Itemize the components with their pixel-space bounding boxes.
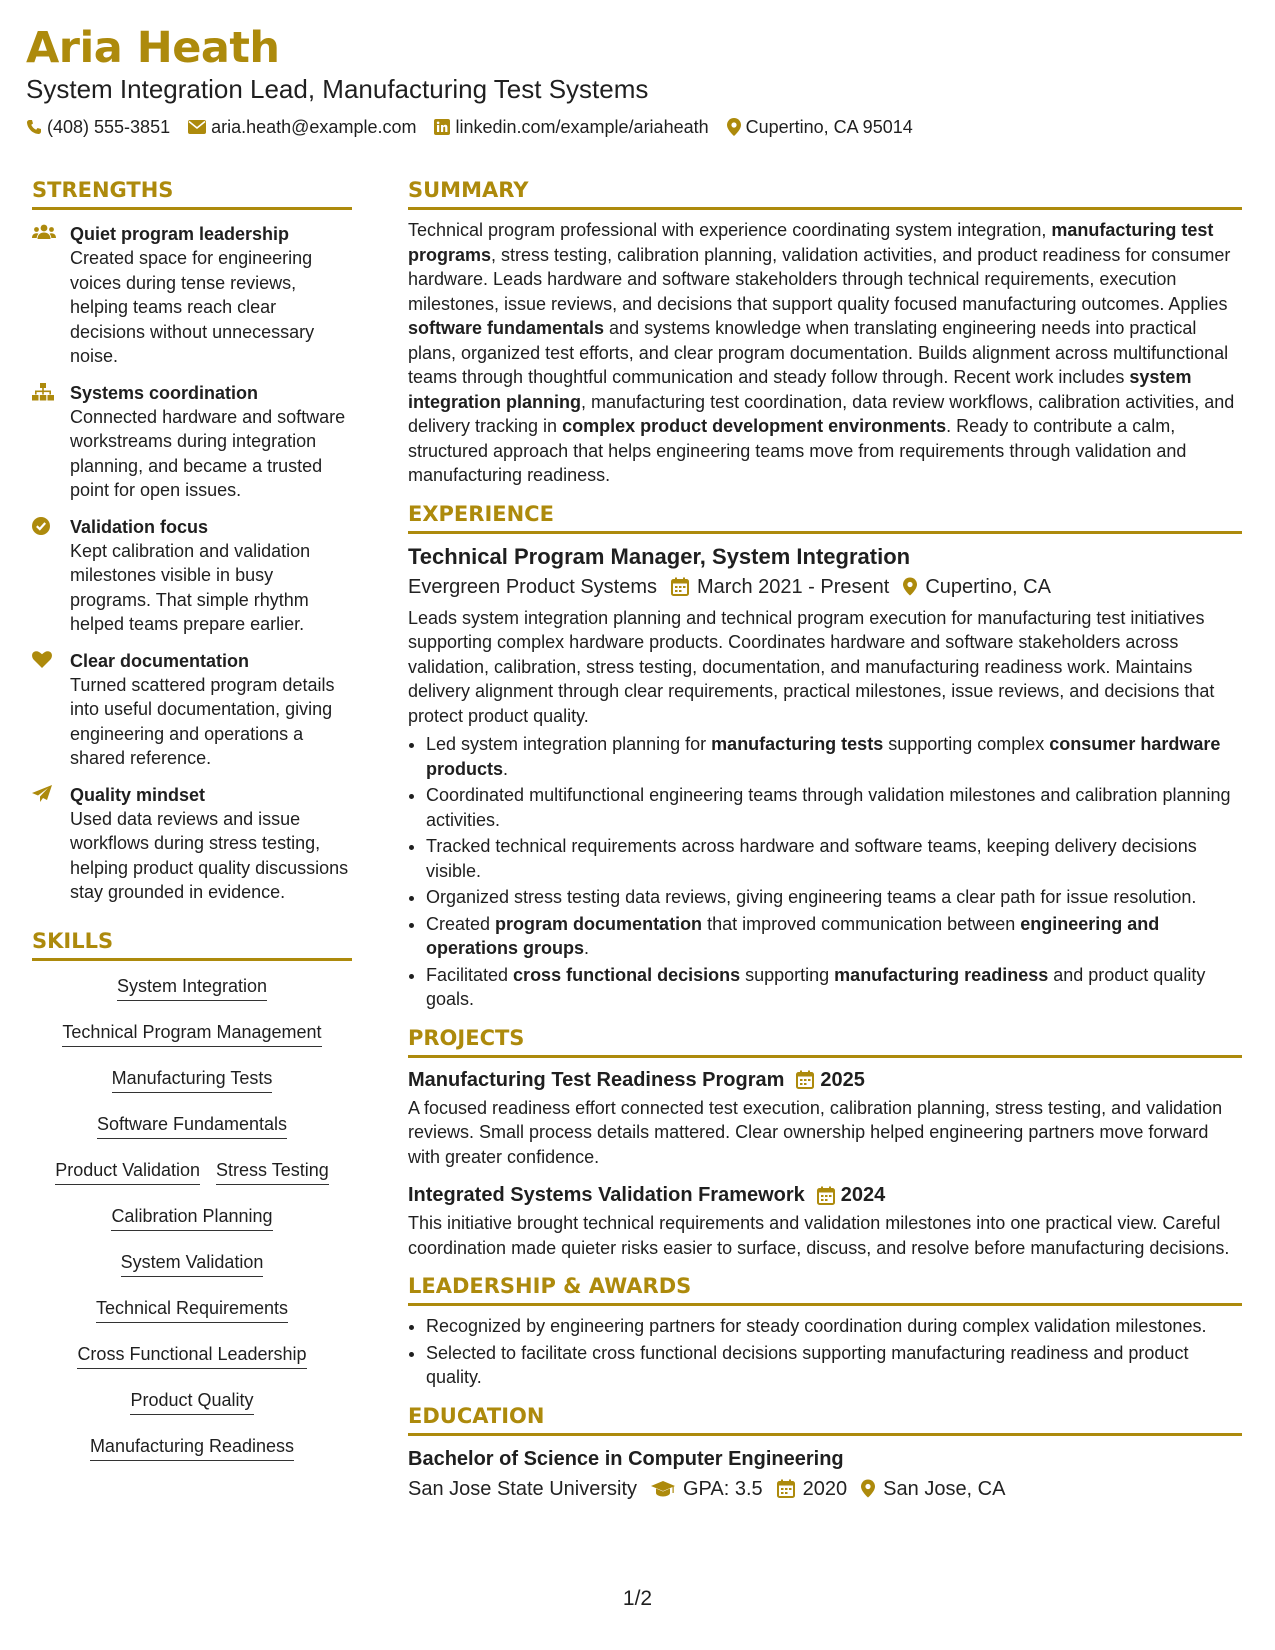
strength-desc: Kept calibration and validation milestones visible in busy programs. That simple rhythm helped teams prepare earlier. [70,540,311,634]
strength-desc: Created space for engineering voices during tense reviews, helping teams reach clear decisions without unnecessary noise. [70,248,315,366]
education-meta [408,1474,1242,1504]
job-meta [408,572,1242,602]
education-heading: EDUCATION [408,1402,1242,1436]
candidate-name: Aria Heath [26,23,280,73]
job-location: Cupertino, CA [903,572,1051,602]
list-item: • Created program documentation that improved communication between engineering and operations groups. [426,912,1242,961]
strength-name: Systems coordination [70,382,259,403]
project-description: This initiative brought technical requirements and validation milestones into one practical view. Careful coordination made quieter risks easier to surface, discuss, and resolve before manufacturing decisions. [408,1213,1230,1258]
skills-list [32,975,352,1481]
contact-email[interactable] [188,116,416,138]
map-marker-icon [903,577,917,596]
location-text: Cupertino, CA 95014 [745,117,913,137]
strength-desc: Turned scattered program details into useful documentation, giving engineering and operations a shared reference. [70,674,335,768]
linkedin-text: linkedin.com/example/ariaheath [455,117,709,137]
project-year: 2025 [820,1068,865,1091]
calendar-icon [671,577,689,596]
map-marker-icon [861,1479,875,1498]
job-dates: March 2021 - Present [671,572,889,602]
list-item: • Recognized by engineering partners for steady coordination during complex validation milestones. [426,1314,1242,1339]
list-item: • Led system integration planning for manufacturing tests supporting complex consumer hardware products. [426,732,1242,781]
contact-row [26,116,931,138]
awards-list [408,1314,1242,1390]
strength-item [32,222,352,369]
school-name: San Jose State University [408,1477,637,1500]
calendar-icon [777,1479,795,1498]
skill-tag: Manufacturing Readiness [90,1435,294,1461]
sitemap-icon [32,383,54,401]
job-title: Technical Program Manager, System Integration [408,543,911,569]
degree-title: Bachelor of Science in Computer Engineering [408,1447,844,1470]
envelope-icon [188,120,206,134]
project-year: 2024 [840,1184,886,1206]
strength-name: Quiet program leadership [70,224,290,244]
strengths-heading: STRENGTHS [32,176,352,210]
skill-tag: Manufacturing Tests [112,1067,273,1093]
school-location: San Jose, CA [861,1474,1005,1504]
skill-tag: Product Quality [130,1389,253,1415]
skill-tag: Technical Requirements [96,1297,288,1323]
skill-tag: Stress Testing [216,1159,329,1185]
list-item: • Coordinated multifunctional engineering teams through validation milestones and calibration planning activities. [426,783,1242,832]
skill-tag: Product Validation [55,1159,200,1185]
projects-heading: PROJECTS [408,1024,1242,1058]
contact-location [727,116,913,138]
strength-name: Quality mindset [70,784,206,805]
strength-desc: Used data reviews and issue workflows during stress testing, helping product quality discussions stay grounded in evidence. [70,808,349,902]
strength-item [32,381,352,503]
list-item: • Facilitated cross functional decisions supporting manufacturing readiness and product quality goals. [426,963,1242,1012]
candidate-title: System Integration Lead, Manufacturing Test Systems [26,74,649,104]
project-description: A focused readiness effort connected test execution, calibration planning, stress testing, and validation reviews. Small process details mattered. Clear ownership helped engineering partners move forward with greater confidence. [408,1097,1223,1167]
project-title: Integrated Systems Validation Framework 2024 [408,1181,1242,1209]
paper-plane-icon [32,785,52,803]
skills-heading: SKILLS [32,927,352,961]
skill-tag: System Validation [121,1251,264,1277]
strength-item [32,783,352,905]
skill-tag: Cross Functional Leadership [77,1343,306,1369]
skill-tag: System Integration [117,975,267,1001]
strength-item [32,649,352,771]
job-bullets [408,732,1242,1012]
awards-heading: LEADERSHIP & AWARDS [408,1272,1242,1306]
list-item: • Selected to facilitate cross functional decisions supporting manufacturing readiness and product quality. [426,1341,1242,1390]
email-text: aria.heath@example.com [211,117,417,137]
strength-name: Validation focus [70,516,209,537]
skill-tag: Technical Program Management [62,1021,321,1047]
left-column [32,176,352,1481]
resume-header [26,22,931,138]
summary-text: Technical program professional with experience coordinating system integration, manufacturing test programs, stress testing, calibration planning, validation activities, and product readiness for consumer hardware. Leads hardware and software stakeholders through technical requirements, execution milestones, issue reviews, and decisions that support quality focused manufacturing outcomes. Applies software fundamentals and systems knowledge when translating engineering needs into practical plans, organized test efforts, and clear program documentation. Builds alignment across multifunctional teams through thoughtful communication and steady follow through. Recent work includes system integration planning, manufacturing test coordination, data review workflows, calibration activities, and delivery tracking in complex product development environments. Ready to contribute a calm, structured approach that helps engineering teams move from requirements through validation and manufacturing readiness. [408,220,1235,485]
calendar-icon [817,1186,835,1205]
strength-name: Clear documentation [70,650,250,671]
contact-phone [26,116,170,138]
list-item: • Organized stress testing data reviews, giving engineering teams a clear path for issue resolution. [426,885,1242,910]
check-circle-icon [32,517,50,535]
phone-text: (408) 555-3851 [47,117,171,137]
company-name: Evergreen Product Systems [408,575,657,598]
experience-heading: EXPERIENCE [408,500,1242,534]
map-marker-icon [727,118,741,136]
right-column [408,176,1242,1504]
phone-icon [26,119,42,135]
heart-icon [32,651,52,668]
users-icon [32,224,56,240]
strength-item [32,515,352,637]
skill-tag: Software Fundamentals [97,1113,287,1139]
contact-linkedin[interactable] [434,116,708,138]
graduation-cap-icon [651,1481,675,1497]
gpa: GPA: 3.5 [651,1474,763,1504]
strength-desc: Connected hardware and software workstreams during integration planning, and became a trusted point for open issues. [70,406,346,500]
job-description: Leads system integration planning and technical program execution for manufacturing test initiatives supporting complex hardware products. Coordinates hardware and software stakeholders across validation, calibration, stress testing, documentation, and manufacturing readiness work. Maintains delivery alignment through clear requirements, practical milestones, issue reviews, and decisions that protect product quality. [408,607,1215,726]
graduation-year: 2020 [777,1474,848,1504]
summary-heading: SUMMARY [408,176,1242,210]
list-item: • Tracked technical requirements across hardware and software teams, keeping delivery decisions visible. [426,834,1242,883]
project-title: Manufacturing Test Readiness Program 2025 [408,1066,1242,1094]
skill-tag: Calibration Planning [111,1205,272,1231]
calendar-icon [796,1070,814,1089]
page-number: 1/2 [622,1587,653,1610]
linkedin-icon [434,119,450,135]
